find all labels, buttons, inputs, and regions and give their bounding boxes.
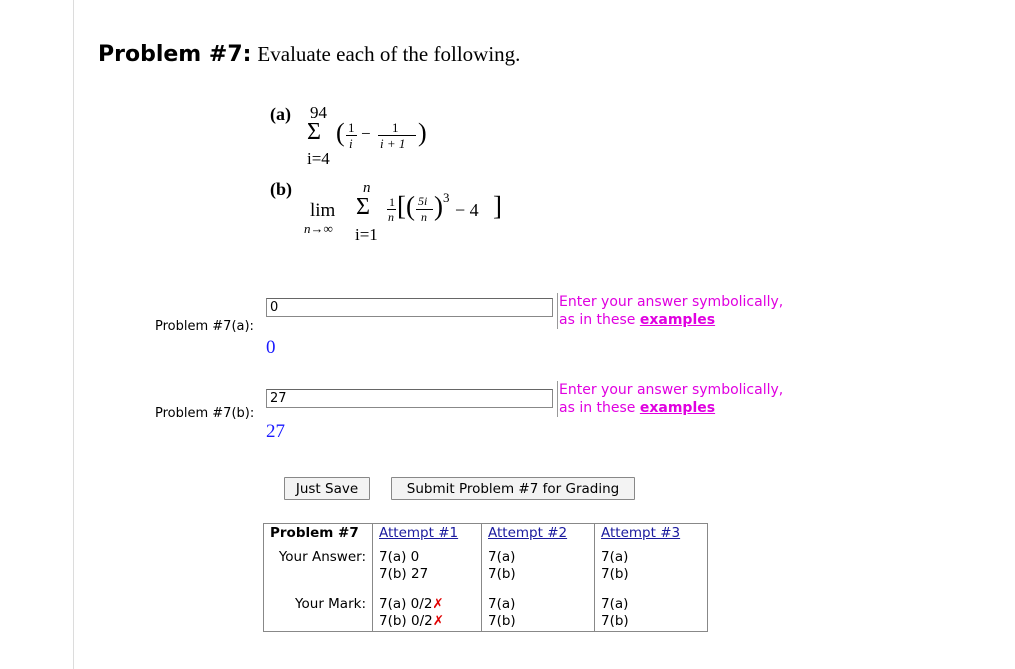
page-left-border <box>73 0 74 669</box>
attempts-header-problem: Problem #7 <box>270 525 359 541</box>
math-a-term1-num: 1 <box>348 120 355 135</box>
math-a-paren-close: ) <box>418 118 427 147</box>
part-b-answer-input[interactable] <box>266 389 553 408</box>
attempts-table <box>263 523 708 632</box>
attempt-2-marks: 7(a) 7(b) <box>482 584 595 632</box>
attempt-2-answers: 7(a) 7(b) <box>482 543 595 584</box>
part-b-hint-line1: Enter your answer symbolically, <box>559 382 784 398</box>
your-answer-label: Your Answer: <box>278 549 366 565</box>
math-a-minus: − <box>361 124 371 143</box>
math-a-sigma: Σ <box>307 119 321 145</box>
math-b-bracket-open: [ <box>397 191 406 221</box>
your-answer-row <box>264 543 708 584</box>
problem-title <box>98 42 520 67</box>
math-b-upper-limit: n <box>363 180 371 196</box>
math-b-bracket-close: ] <box>493 191 502 221</box>
problem-number: Problem #7: <box>98 42 252 67</box>
part-b-hint-line2: as in these <box>559 400 636 416</box>
attempt-1-marks: 7(a) 0/2✗ 7(b) 0/2✗ <box>373 584 482 632</box>
your-mark-label: Your Mark: <box>295 596 366 612</box>
math-b-exponent: 3 <box>443 190 450 205</box>
math-a-lower-limit: i=4 <box>307 149 330 168</box>
part-a-preview: 0 <box>266 337 276 358</box>
math-b-label: (b) <box>270 179 292 199</box>
your-mark-row <box>264 584 708 632</box>
math-b-frac-num: 1 <box>389 195 395 209</box>
attempt-3-answers: 7(a) 7(b) <box>595 543 708 584</box>
part-a-hint-line2: as in these <box>559 312 636 328</box>
math-b-lower-limit: i=1 <box>355 225 378 244</box>
submit-for-grading-button[interactable]: Submit Problem #7 for Grading <box>391 477 635 500</box>
attempt-1-answers: 7(a) 0 7(b) 27 <box>373 543 482 584</box>
math-a-term2-num: 1 <box>392 120 399 135</box>
attempt-3-marks: 7(a) 7(b) <box>595 584 708 632</box>
wrong-x-icon: ✗ <box>432 596 444 612</box>
part-b-preview: 27 <box>266 421 285 442</box>
attempt-3-link[interactable]: Attempt #3 <box>601 525 681 541</box>
math-b-frac-den: n <box>388 210 394 224</box>
part-a-label: Problem #7(a): <box>155 319 254 334</box>
math-b-tail: − 4 <box>455 200 479 220</box>
math-a-upper-limit: 94 <box>310 103 327 122</box>
part-a-hint <box>557 293 783 329</box>
math-b-paren-open: ( <box>406 191 415 221</box>
attempt-1-link[interactable]: Attempt #1 <box>379 525 459 541</box>
part-b-hint <box>557 381 783 417</box>
wrong-x-icon: ✗ <box>432 613 445 629</box>
problem-instruction: Evaluate each of the following. <box>257 42 521 66</box>
attempt-2-link[interactable]: Attempt #2 <box>488 525 568 541</box>
math-a-paren-open: ( <box>336 118 345 147</box>
math-a-term2-den: i + 1 <box>380 136 406 151</box>
attempts-header-row <box>264 524 708 544</box>
math-b-inner-den: n <box>421 210 427 224</box>
part-b-label: Problem #7(b): <box>155 406 255 421</box>
math-b-lim-sub: n→∞ <box>304 221 333 236</box>
math-b-sigma: Σ <box>356 194 370 220</box>
math-a-term1-den: i <box>349 136 353 151</box>
math-b-lim: lim <box>310 200 336 221</box>
part-a-answer-input[interactable] <box>266 298 553 317</box>
part-b-examples-link[interactable]: examples <box>639 400 716 416</box>
just-save-button[interactable]: Just Save <box>284 477 370 500</box>
math-a-label: (a) <box>270 104 291 124</box>
math-b-inner-num: 5i <box>418 194 428 208</box>
math-b-paren-close: ) <box>434 191 443 221</box>
part-a-examples-link[interactable]: examples <box>639 312 716 328</box>
part-a-hint-line1: Enter your answer symbolically, <box>559 294 784 310</box>
